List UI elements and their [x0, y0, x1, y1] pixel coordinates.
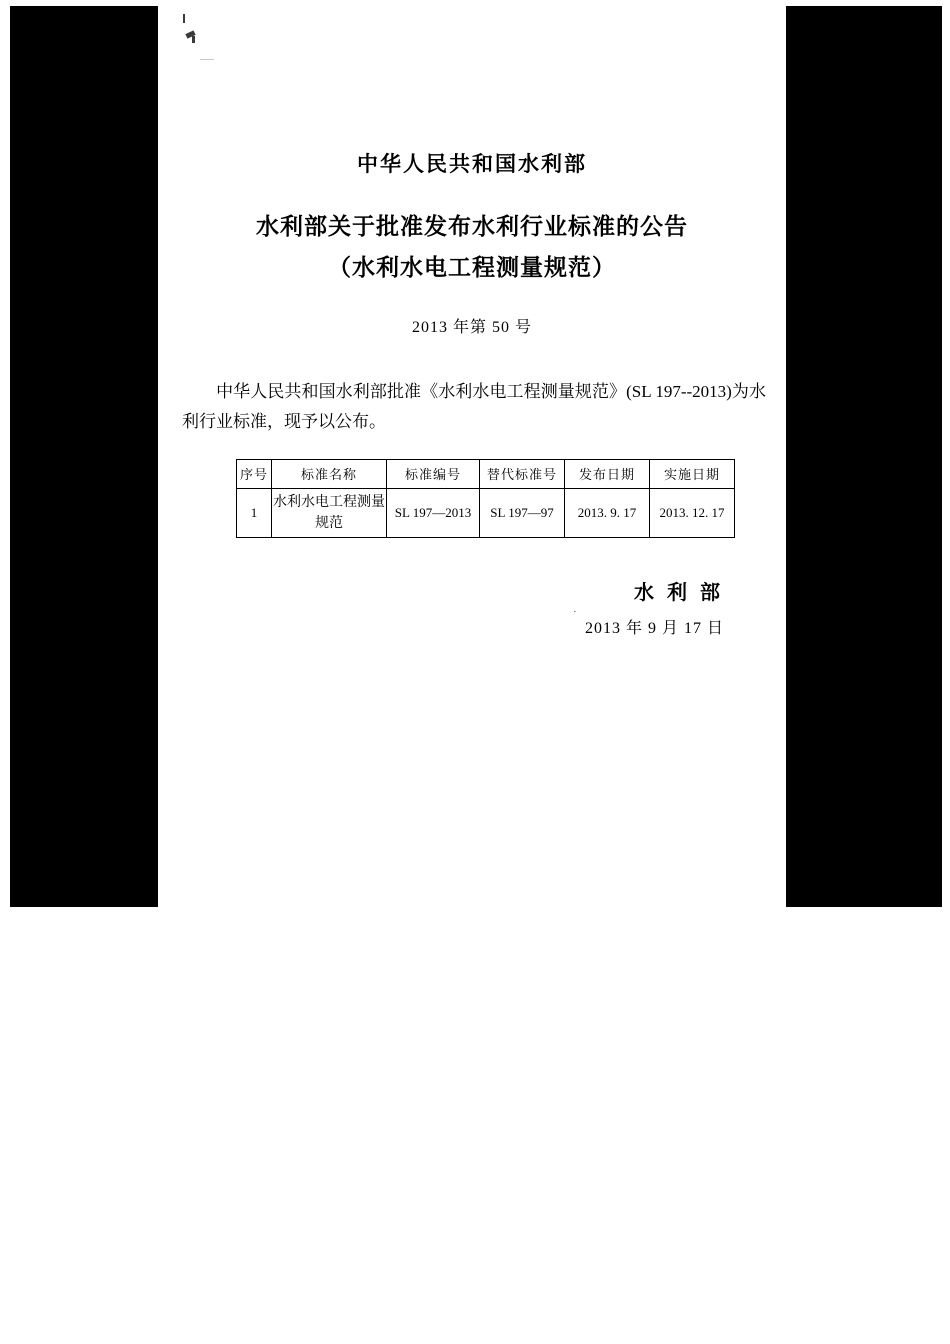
issuing-authority: 中华人民共和国水利部 [357, 152, 587, 176]
cell-no: 1 [237, 488, 272, 537]
column-header-replaces: 替代标准号 [480, 459, 565, 488]
cell-replaces: SL 197—97 [480, 488, 565, 537]
announcement-number: 2013 年第 50 号 [411, 319, 532, 336]
page-subtitle: （水利水电工程测量规范） [328, 255, 616, 280]
body-paragraph [182, 377, 766, 437]
page-title: 水利部关于批准发布水利行业标准的公告 [256, 214, 688, 239]
table-header-row [237, 459, 735, 488]
standards-table [236, 459, 735, 538]
table-row [237, 488, 735, 537]
column-header-no: 序号 [237, 459, 272, 488]
scan-border-left [10, 6, 158, 907]
scan-speck-1 [183, 14, 185, 23]
paragraph-text: 中华人民共和国水利部批准《水利水电工程测量规范》(SL 197--2013)为水利行业标准，现予以公布。 [182, 382, 766, 431]
scan-border-right [786, 6, 942, 907]
table-body [237, 488, 735, 537]
column-header-effective: 实施日期 [650, 459, 735, 488]
cell-code: SL 197—2013 [387, 488, 480, 537]
column-header-publish: 发布日期 [565, 459, 650, 488]
cell-name: 水利水电工程测量规范 [272, 488, 387, 537]
signature-organization: 水 利 部 [634, 581, 724, 604]
column-header-name: 标准名称 [272, 459, 387, 488]
page-content [158, 6, 786, 907]
signature-date: 2013 年 9 月 17 日 [584, 619, 724, 637]
scan-speck-4 [200, 59, 214, 60]
cell-effective-date: 2013. 12. 17 [650, 488, 735, 537]
stray-scan-mark: · [573, 606, 577, 618]
signature-block [158, 576, 786, 638]
column-header-code: 标准编号 [387, 459, 480, 488]
cell-publish-date: 2013. 9. 17 [565, 488, 650, 537]
scan-speck-3 [192, 36, 195, 43]
table-header [237, 459, 735, 488]
